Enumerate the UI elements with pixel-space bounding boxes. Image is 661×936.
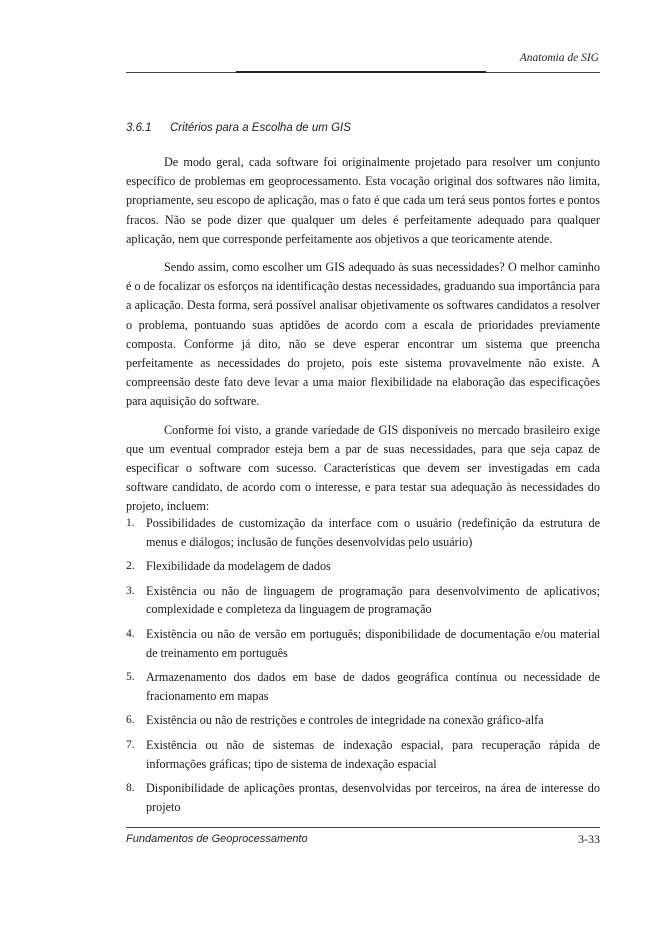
criteria-list — [126, 514, 600, 816]
list-text: Existência ou não de linguagem de programação para desenvolvimento de aplicativos; complexidade e completeza da linguagem de programação — [146, 583, 600, 617]
list-text: Flexibilidade da modelagem de dados — [146, 559, 331, 574]
paragraph: De modo geral, cada software foi originalmente projetado para resolver um conjunto específico de problemas em geoprocessamento. Esta vocação original dos softwares não limita, propriamente, seu escopo de aplicação, mas o fato é que cada um terá seus pontos fortes e pontos fracos. Não se pode dizer que qualquer um deles é perfeitamente adequado para qualquer aplicação, nem que corresponde perfeitamente aos objetivos a que teoricamente atende. — [126, 155, 600, 246]
section-title: Critérios para a Escolha de um GIS — [170, 122, 351, 134]
list-text: Existência ou não de versão em português; disponibilidade de documentação e/ou material de treinamento em português — [146, 626, 600, 660]
footer-rule — [126, 827, 600, 828]
list-item — [126, 668, 600, 705]
footer-book-title: Fundamentos de Geoprocessamento — [126, 833, 308, 845]
list-number: 1. — [126, 517, 135, 529]
page-number: 3-33 — [578, 832, 600, 846]
list-item — [126, 514, 600, 551]
section-heading — [126, 122, 351, 134]
body-text — [126, 153, 600, 526]
list-number: 6. — [126, 714, 135, 727]
list-item — [126, 625, 600, 662]
list-item — [126, 582, 600, 619]
header-rule — [126, 72, 600, 73]
list-item — [126, 557, 600, 576]
paragraph: Sendo assim, como escolher um GIS adequado às suas necessidades? O melhor caminho é o de focalizar os esforços na identificação destas necessidades, graduando sua importância para a aplicação. Desta forma, será possível analisar objetivamente os softwares candidatos a resolver o problema, pontuando suas aptidões de acordo com a escala de prioridades previamente composta. Conforme já dito, não se deve esperar encontrar um sistema que preencha perfeitamente as necessidades do projeto, pois este sistema provavelmente não existe. A compreensão deste fato deve levar a uma maior flexibilidade na elaboração das especificações para aquisição do software. — [126, 260, 600, 409]
list-number: 7. — [126, 738, 135, 751]
list-text: Armazenamento dos dados em base de dados geográfica contínua ou necessidade de fracionamento em mapas — [146, 670, 600, 703]
list-number: 3. — [126, 584, 135, 597]
list-text: Existência ou não de restrições e controles de integridade na conexão gráfico-alfa — [146, 713, 544, 728]
list-text: Disponibilidade de aplicações prontas, desenvolvidas por terceiros, na área de interesse do projeto — [146, 781, 600, 814]
list-number: 8. — [126, 782, 135, 795]
list-number: 5. — [126, 671, 135, 684]
list-item — [126, 711, 600, 730]
section-number: 3.6.1 — [126, 122, 152, 134]
paragraph: Conforme foi visto, a grande variedade de GIS disponíveis no mercado brasileiro exige que um eventual comprador esteja bem a par de suas necessidades, para que seja capaz de especificar o software com sucesso. Características que devem ser investigadas em cada software candidato, de acordo com o interesse, e para testar sua adequação às necessidades do projeto, incluem: — [126, 422, 600, 514]
list-item — [126, 779, 600, 816]
list-text: Possibilidades de customização da interface com o usuário (redefinição da estrutura de menus e diálogos; inclusão de funções desenvolvidas pelo usuário) — [146, 516, 600, 549]
list-text: Existência ou não de sistemas de indexação espacial, para recuperação rápida de informações gráficas; tipo de sistema de indexação espacial — [146, 737, 600, 771]
list-number: 2. — [126, 560, 135, 573]
list-item — [126, 736, 600, 773]
list-number: 4. — [126, 627, 135, 640]
running-header: Anatomia de SIG — [519, 52, 599, 64]
